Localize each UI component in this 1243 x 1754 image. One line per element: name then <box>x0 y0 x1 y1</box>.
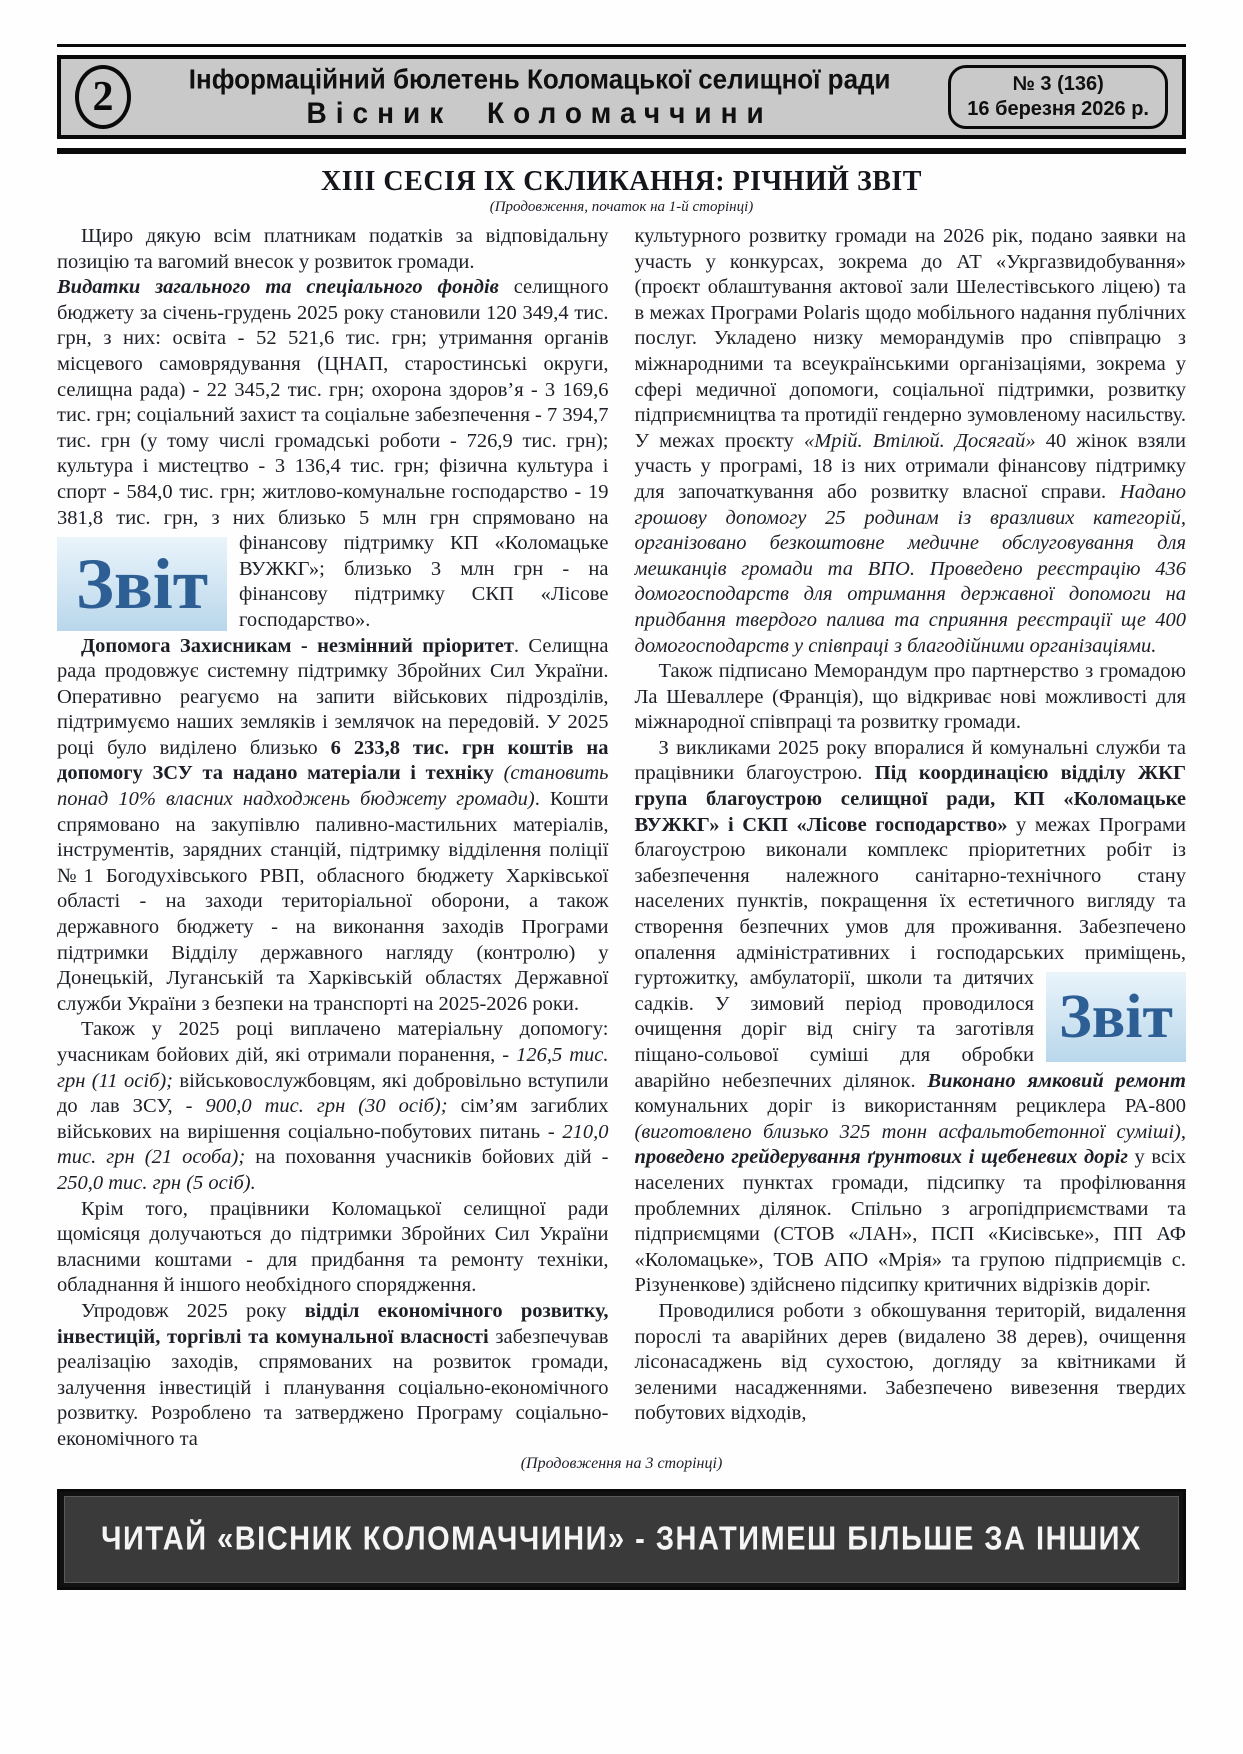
footer-banner-text: ЧИТАЙ «ВІСНИК КОЛОМАЧЧИНИ» - ЗНАТИМЕШ БІЛЬШЕ ЗА ІНШИХ <box>101 1520 1142 1557</box>
article-headline: XIII СЕСІЯ IX СКЛИКАННЯ: РІЧНИЙ ЗВІТ <box>321 166 922 197</box>
zvit-watermark-text: Звіт <box>75 544 209 625</box>
issue-date: 16 березня 2026 р. <box>967 98 1149 120</box>
left-column <box>57 224 609 1453</box>
paragraph: Також у 2025 році виплачено матеріальну допомогу: учасникам бойових дій, які отримали поранення, - 126,5 тис. грн (11 осіб); військовослужбовцям, які добровільно вступили до лав ЗСУ, - 900,0 тис. грн (30 осіб); сім’ям загиблих військових на вирішення соціально-побутових питань - 210,0 тис. грн (21 особа); на поховання учасників бойових дій - 250,0 тис. грн (5 осіб). <box>57 1018 609 1194</box>
zvit-watermark-text: Звіт <box>1059 983 1173 1052</box>
masthead-titles <box>131 64 948 130</box>
masthead-subtitle: Інформаційний бюлетень Коломацької селищної ради <box>188 63 891 95</box>
issue-box <box>948 65 1168 129</box>
paragraph: З викликами 2025 року впоралися й комунальні служби та працівники благоустрою. Під координацією відділу ЖКГ група благоустрою селищної ради, КП «Коломацьке ВУЖКГ» і СКП «Лісове господарство» у межах Програми благоустрою виконали комплекс пріоритетних робіт із забезпечення належного санітарно-технічного стану населених пунктів, покращення їх естетичного вигляду та створення безпечних умов для проживання. Забезпечено опалення адміністративних і господарських приміщень, гуртожитку, амбулаторії, школи Звіт та дитячих садків. У зимовий період проводилося очищення доріг від снігу та заготівля піщано-сольової суміші для обробки аварійно небезпечних ділянок. Виконано ямковий ремонт комунальних доріг із використанням рециклера РА-800 (виготовлено близько 325 тонн асфальтобетонної суміші), проведено грейдерування ґрунтових і щебеневих доріг у всіх населених пунктах громади, підсипку та профілювання проблемних ділянок. Спільно з агропідприємствами та підприємцями (СТОВ «ЛАН», ПСП «Кисівське», ПП АФ «Коломацьке», ТОВ АПО «Мрія» та групою підприємців с. Різуненкове) здійснено підсипку критичних відрізків доріг. <box>634 736 1186 1297</box>
paragraph: Проводилися роботи з обкошування територій, видалення порослі та аварійних дерев (видалено 38 дерев), очищення лісонасаджень від сухостою, догляду за квітниками й зеленими насадженнями. Забезпечено вивезення твердих побутових відходів, <box>634 1299 1186 1425</box>
right-column <box>635 224 1187 1453</box>
continuation-note-bottom: (Продовження на 3 сторінці) <box>520 1454 723 1472</box>
issue-number: № 3 (136) <box>1012 73 1104 95</box>
zvit-watermark <box>1046 972 1186 1062</box>
paragraph: Допомога Захисникам - незмінний пріоритет. Селищна рада продовжує системну підтримку Збройних Сил України. Оперативно реагуємо на запити військових підрозділів, підтримуємо наших земляків і землячок на передовій. У 2025 році було виділено близько 6 233,8 тис. грн коштів на допомогу ЗСУ та надано матеріали і техніку (становить понад 10% власних надходжень бюджету громади). Кошти спрямовано на закупівлю паливно-мастильних матеріалів, інструментів, зарядних станцій, підтримку відділення поліції №1 Богодухівського РВП, обласного бюджету Харківської області - на заходи територіальної оборони, а також державного бюджету - на виконання заходів Програми підтримки Відділу державного нагляду (контролю) у Донецькій, Луганській та Харківській областях Державної служби України з безпеки на транспорті на 2025-2026 роки. <box>57 634 609 1015</box>
header-divider <box>57 148 1186 154</box>
article-body <box>57 224 1186 1453</box>
footer-banner-inner <box>64 1496 1179 1583</box>
masthead-title: Вісник Коломаччини <box>306 96 773 130</box>
masthead <box>57 55 1186 139</box>
footer-banner <box>57 1489 1186 1590</box>
zvit-watermark <box>57 537 227 631</box>
page-number: 2 <box>92 74 114 120</box>
paragraph: Крім того, працівники Коломацької селищної ради щомісяця долучаються до підтримки Збройних Сил України власними коштами - для придбання та ремонту техніки, обладнання й іншого необхідного спорядження. <box>57 1197 609 1297</box>
paragraph: Також підписано Меморандум про партнерство з громадою Ла Шеваллере (Франція), що відкриває нові можливості для міжнародної співпраці та розвитку громади. <box>634 660 1186 734</box>
paragraph: культурного розвитку громади на 2026 рік, подано заявки на участь у конкурсах, зокрема до АТ «Укргазвидобування» (проєкт облаштування актової зали Шелестівського ліцею) та в межах Програми Polaris щодо мобільного надання публічних послуг. Укладено низку меморандумів про співпрацю з міжнародними та всеукраїнськими організаціями, зокрема у сфері медичної допомоги, соціальної підтримки, розвитку підприємництва та протидії гендерно зумовленому насильству. У межах проєкту «Мрій. Втілюй. Досягай» 40 жінок взяли участь у програмі, 18 із них отримали фінансову підтримку для започаткування або розвитку власної справи. Надано грошову допомогу 25 родинам із вразливих категорій, організовано безкоштовне медичне обслуговування для мешканців громади та ВПО. Проведено реєстрацію 436 домогосподарств для отримання державної допомоги на придбання твердого палива та сприяння реєстрації ще 400 домогосподарств у співпраці з благодійними організаціями. <box>634 225 1187 657</box>
top-rule <box>57 44 1186 47</box>
continuation-note-top: (Продовження, початок на 1-й сторінці) <box>489 199 754 215</box>
paragraph: Щиро дякую всім платникам податків за відповідальну позицію та вагомий внесок у розвиток громади. <box>57 225 609 273</box>
page-number-badge <box>75 65 131 129</box>
paragraph: Видатки загального та спеціального фондів селищного бюджету за січень-грудень 2025 року становили 120 349,4 тис. грн, з них: освіта - 52 521,6 тис. грн; утримання органів місцевого самоврядування (ЦНАП, старостинські округи, селищна рада) - 22 345,2 тис. грн; охорона здоров’я - 3 169,6 тис. грн; соціальний захист та соціальне забезпечення - 7 394,7 тис. грн (у тому числі громадські роботи - 726,9 тис. грн); культура і мистецтво - 3 136,4 тис. грн; фізична культура і спорт - 584,0 тис. грн; житлово-комунальне господарство - 19 381,8 тис. грн, з них близько 5 млн грн спрямовано на фінансову підтримку КП «Ко Звіт ломацьке ВУЖКГ»; близько 3 млн грн - на фінансову підтримку СКП «Лісове господарство». <box>57 276 609 631</box>
paragraph: Упродовж 2025 року відділ економічного розвитку, інвестицій, торгівлі та комунальної власності забезпечував реалізацію заходів, спрямованих на розвиток громади, залучення інвестицій і планування соціально-економічного розвитку. Розроблено та затверджено Програму соціально-економічного та <box>57 1299 609 1450</box>
